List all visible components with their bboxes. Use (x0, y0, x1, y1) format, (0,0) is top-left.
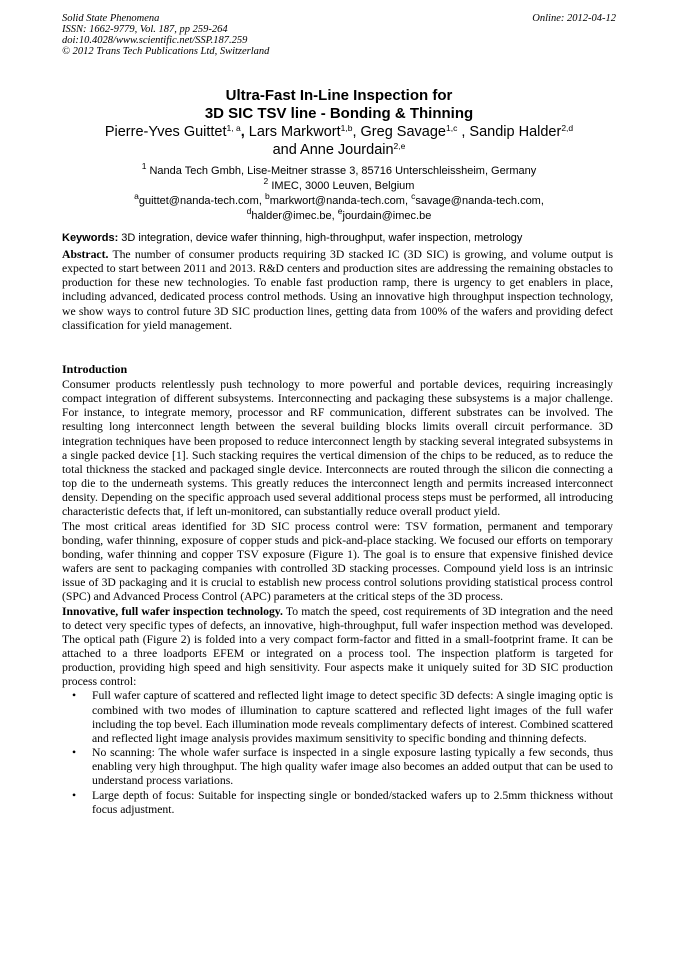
list-item: • Full wafer capture of scattered and reflected light image to detect specific 3D defects: A single imaging optic is combined with two modes of illumination to capture scattered and reflected light images of the full wafer including the top bevel. Each illumination mode reveals complimentary defects of interest. Combined scattered and reflected light image analysis provides maximum sensitivity to specific bonding and thinning defects. (72, 689, 613, 745)
intro-paragraph-3: Innovative, full wafer inspection technology. To match the speed, cost requirements of 3D integration and the need to detect very specific types of defects, an innovative, high-throughput, full wafer inspection method was developed. The optical path (Figure 2) is folded into a very compact form-factor and fitted in a small-footprint frame. It can be attached to a three loadports EFEM or integrated on a process tool. The inspection platform is targeted for production, providing high speed and high sensitivity. Four aspects make it uniquely suited for 3D SIC production process control: (62, 604, 613, 689)
section-heading-introduction: Introduction (62, 362, 128, 376)
author-name: Sandip Halder (469, 124, 562, 140)
title-line-1: Ultra-Fast In-Line Inspection for (225, 87, 453, 104)
keywords-text: 3D integration, device wafer thinning, high-throughput, wafer inspection, metrology (118, 232, 523, 244)
author-name: Greg Savage (360, 124, 446, 140)
issn-line: ISSN: 1662-9779, Vol. 187, pp 259-264 (62, 24, 228, 35)
email-link[interactable]: markwort@nanda-tech.com, (269, 195, 412, 207)
intro-paragraph-2: The most critical areas identified for 3D SIC process control were: TSV formation, permanent and temporary bonding, wafer thinning, exposure of copper studs and pick-and-place stacking. We focused our efforts on temporary bonding, wafer thinning and copper TSV exposure (Figure 1). The goal is to ensure that expensive finished device wafers are sent to packaging companies with controlled 3D stacking processes. Compound yield loss is an intrinsic issue of 3D packaging and it is crucial to establish new process control solutions providing statistical process control (SPC) and Advanced Process Control (APC) parameters at the critical steps of the 3D process. (62, 519, 613, 604)
feature-bullet-list (62, 689, 613, 816)
email-link[interactable]: jourdain@imec.be (342, 210, 432, 222)
author-superscript: 1, a (226, 123, 241, 133)
copyright-line: © 2012 Trans Tech Publications Ltd, Switzerland (62, 46, 270, 57)
bullet-icon: • (72, 746, 77, 760)
doi-line: doi:10.4028/www.scientific.net/SSP.187.259 (62, 35, 248, 46)
online-date: Online: 2012-04-12 (532, 13, 616, 24)
author-superscript: 2,e (393, 140, 406, 151)
title-line-2: 3D SIC TSV line - Bonding & Thinning (204, 105, 474, 122)
email-link[interactable]: guittet@nanda-tech.com, (138, 195, 265, 207)
abstract-label: Abstract. (62, 248, 109, 261)
email-link[interactable]: halder@imec.be, (251, 210, 338, 222)
affiliation-1: $^1$ Nanda Tech Gmbh, Lise-Meitner strasse 3, 85716 Unterschleissheim, Germany (141, 161, 537, 177)
bullet-icon: • (72, 689, 77, 703)
intro-paragraph-1: Consumer products relentlessly push technology to more powerful and portable devices, requiring increasingly compact integration of different subsystems. Interconnecting and packaging these subsystems is a major challenge. For instance, to integrate memory, processor and RF communication, different substrates can be involved. The resulting long interconnect length between the several building blocks limits overall circuit performance. 3D integration techniques have been proposed to reduce interconnect length by stacking several integrated subsystems in a single packed device [1]. Such stacking requires the vertical dimension of the chips to be reduced, as to reduce the total thickness the stacked and packaged single device. Interconnects are routed through the silicon die connecting a top die to the underneath systems. This greatly reduces the interconnect length and permits increased interconnect density. Depending on the specific approach used several additional process steps must be performed, all introducing characteristic defects that, if left un-monitored, can substantially reduce overall product yield. (62, 378, 613, 519)
bullet-icon: • (72, 788, 77, 802)
abstract (62, 248, 613, 333)
email-line-1: $^a$guittet@nanda-tech.com, $^b$markwort@nanda-tech.com, $^c$savage@nanda-tech.com, (134, 191, 544, 207)
keywords-line (62, 231, 622, 245)
keywords-label: Keywords: (62, 232, 119, 244)
author-name: Lars Markwort (248, 124, 341, 140)
list-item: • No scanning: The whole wafer surface is inspected in a single exposure lasting typically a few seconds, thus enabling very high throughput. The high quality wafer image also becomes an added output that can be used to understand process variations. (72, 746, 613, 788)
journal-name: Solid State Phenomena (62, 13, 160, 24)
author-superscript: 2,d (561, 123, 574, 133)
email-line-2: $^d$halder@imec.be, $^e$jourdain@imec.be (246, 206, 432, 222)
author-superscript: 1,c (445, 123, 458, 133)
paragraph-lead: Innovative, full wafer inspection technology. (62, 604, 283, 618)
author-name: and Anne Jourdain (272, 141, 394, 158)
running-header (62, 13, 616, 57)
author-superscript: 1,b (340, 123, 353, 133)
author-name: Pierre-Yves Guittet (104, 124, 227, 140)
author-list: Pierre-Yves Guittet$^{1, a}$, Lars Markwort$^{1,b}$, Greg Savage$^{1,c}$ , Sandip Halder$^{2,d}$ and Anne Jourdain$^{2,e}$ (104, 123, 574, 158)
abstract-text: The number of consumer products requiring 3D stacked IC (3D SIC) is growing, and volume output is expected to start between 2011 and 2013. R&D centers and production sites are addressing the remaining obstacles to production for these new technologies. To enable fast production ramp, there is urgency to get enablers in place, including advanced, dedicated process control methods. Using an innovative high throughput inspection technology, we show ways to control future 3D SIC production lines, getting data from 100% of the wafers and providing defect classification for yield management. (62, 248, 613, 332)
paper-title (62, 87, 616, 123)
affiliations (62, 161, 616, 224)
introduction-body (62, 378, 613, 817)
email-link[interactable]: savage@nanda-tech.com, (415, 195, 544, 207)
affiliation-2: $^2$ IMEC, 3000 Leuven, Belgium (263, 176, 415, 192)
list-item: • Large depth of focus: Suitable for inspecting single or bonded/stacked wafers up to 2.5mm thickness without focus adjustment. (72, 788, 613, 816)
